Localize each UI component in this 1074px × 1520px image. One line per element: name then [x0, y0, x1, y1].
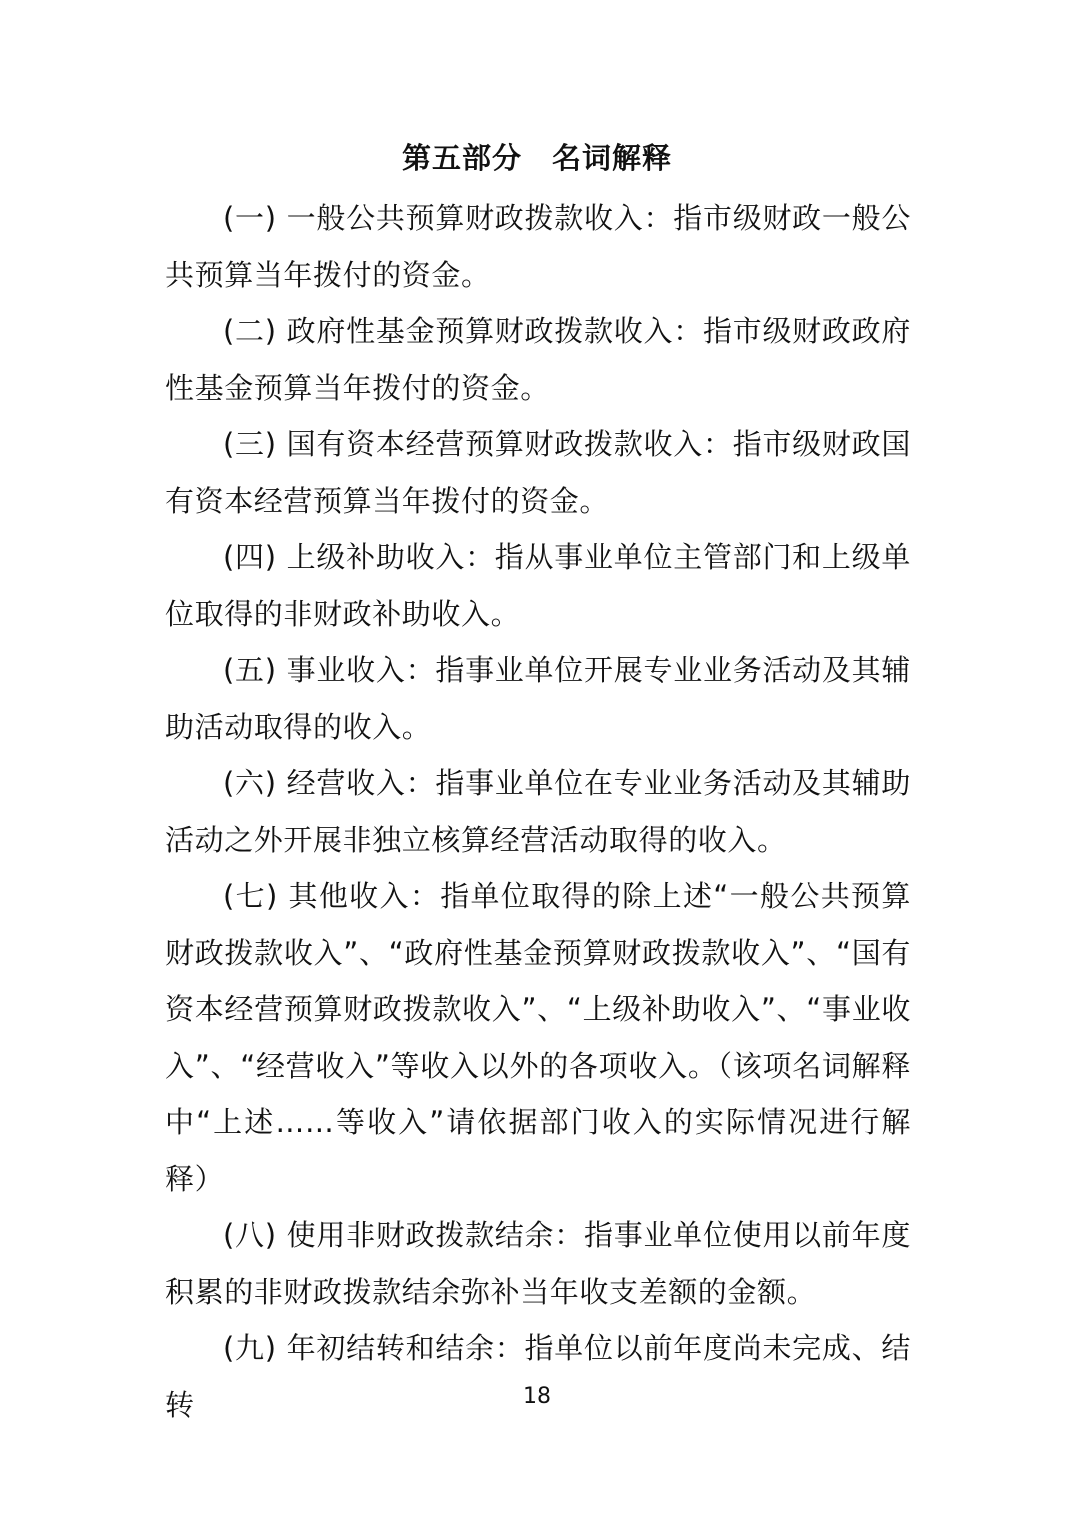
definition-paragraph-9: (九) 年初结转和结余：指单位以前年度尚未完成、结转	[165, 1331, 911, 1422]
definition-paragraph-6: (六) 经营收入：指事业单位在专业业务活动及其辅助活动之外开展非独立核算经营活动取得的收入。	[165, 766, 911, 857]
section-title: 第五部分 名词解释	[401, 141, 672, 175]
definition-paragraph-7: (七) 其他收入：指单位取得的除上述“一般公共预算财政拨款收入”、“政府性基金预算财政拨款收入”、“国有资本经营预算财政拨款收入”、“上级补助收入”、“事业收入”、“经营收入”等收入以外的各项收入。（该项名词解释中“上述……等收入”请依据部门收入的实际情况进行解释）	[165, 879, 911, 1196]
definition-paragraph-4: (四) 上级补助收入：指从事业单位主管部门和上级单位取得的非财政补助收入。	[165, 540, 911, 631]
definition-paragraph-8: (八) 使用非财政拨款结余：指事业单位使用以前年度积累的非财政拨款结余弥补当年收支差额的金额。	[165, 1218, 911, 1309]
definition-paragraph-2: (二) 政府性基金预算财政拨款收入：指市级财政政府性基金预算当年拨付的资金。	[165, 314, 911, 405]
document-body	[165, 190, 911, 1433]
page-number: 18	[523, 1384, 551, 1409]
definition-paragraph-1: (一) 一般公共预算财政拨款收入：指市级财政一般公共预算当年拨付的资金。	[165, 201, 911, 292]
definition-paragraph-3: (三) 国有资本经营预算财政拨款收入：指市级财政国有资本经营预算当年拨付的资金。	[165, 427, 911, 518]
definition-paragraph-5: (五) 事业收入：指事业单位开展专业业务活动及其辅助活动取得的收入。	[165, 653, 911, 744]
